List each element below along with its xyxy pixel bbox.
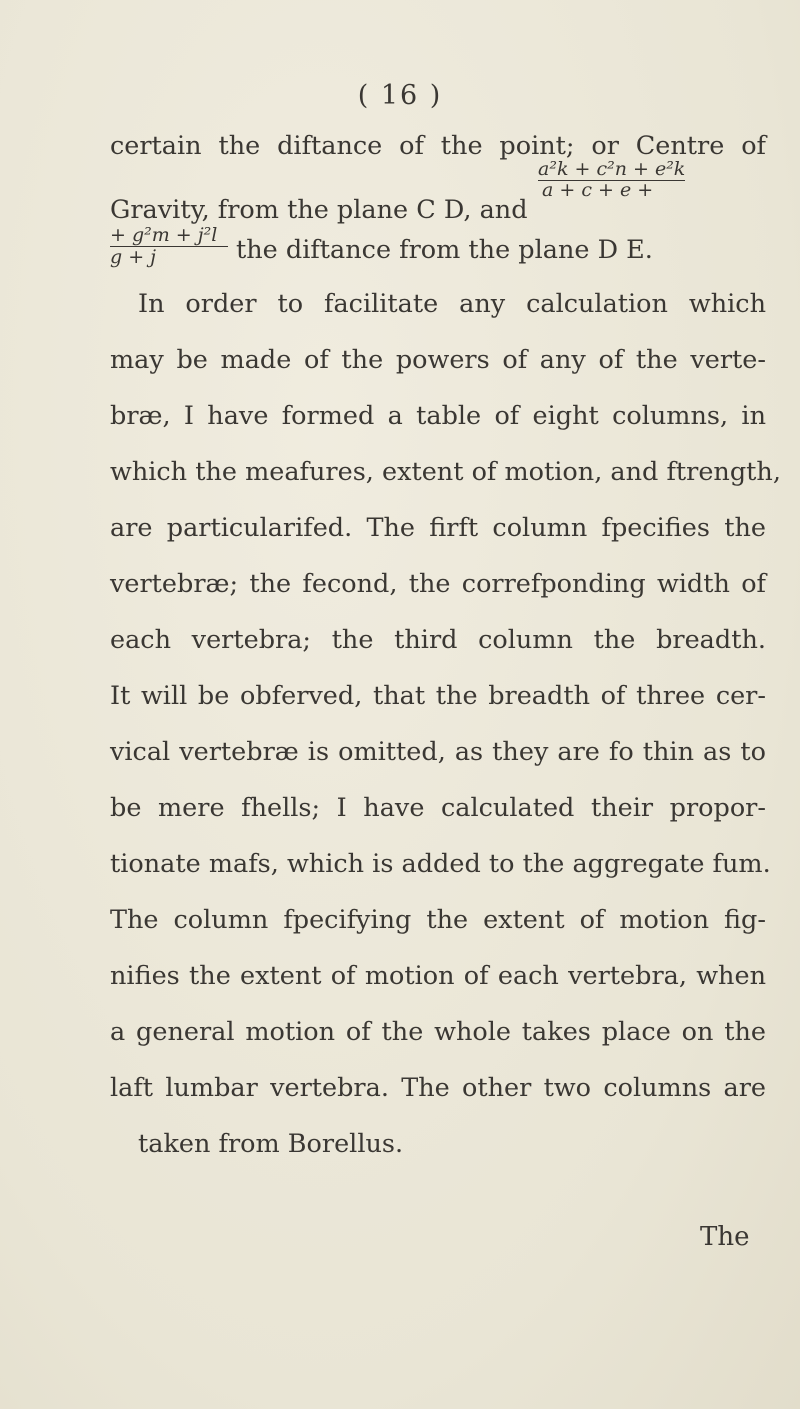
text-line: tionate mafs, which is added to the aggregate fum. <box>110 849 771 879</box>
text-line: In order to facilitate any calculation which <box>138 289 766 319</box>
text-line: may be made of the powers of any of the verte- <box>110 345 766 375</box>
text-line: the diftance from the plane D E. <box>236 235 653 265</box>
text-line: taken from Borellus. <box>138 1129 404 1159</box>
text-line: It will be obferved, that the breadth of three cer- <box>110 681 766 711</box>
text-line: vertebræ; the fecond, the correfponding width of <box>110 569 766 599</box>
page-number: ( 16 ) <box>357 80 443 111</box>
text-line: a general motion of the whole takes place on the <box>110 1017 766 1047</box>
fraction-numerator: a²k + c²n + e²k <box>538 158 686 180</box>
fraction-denominator-continuation: g + j <box>110 246 228 268</box>
fraction-continuation-block <box>110 225 228 268</box>
text-line: nifies the extent of motion of each vertebra, when <box>110 961 766 991</box>
fraction-numerator-continuation: + g²m + j²l <box>110 224 218 246</box>
text-line: laft lumbar vertebra. The other two columns are <box>110 1073 766 1103</box>
text-line: be mere fhells; I have calculated their propor- <box>110 793 766 823</box>
catchword: The <box>700 1222 750 1252</box>
text-line: each vertebra; the third column the breadth. <box>110 625 766 655</box>
text-line: are particularifed. The firft column fpecifies the <box>110 513 766 543</box>
text-line: bræ, I have formed a table of eight columns, in <box>110 401 766 431</box>
text-line: certain the diftance of the point; or Centre of <box>110 131 766 161</box>
text-line: vical vertebræ is omitted, as they are fo thin as to <box>110 737 766 767</box>
text-line: Gravity, from the plane C D, and <box>110 195 528 225</box>
fraction-numerator-block <box>538 160 685 201</box>
fraction-denominator: a + c + e + <box>538 180 685 201</box>
text-line: The column fpecifying the extent of motion fig- <box>110 905 766 935</box>
text-line: which the meafures, extent of motion, and ftrength, <box>110 457 781 487</box>
